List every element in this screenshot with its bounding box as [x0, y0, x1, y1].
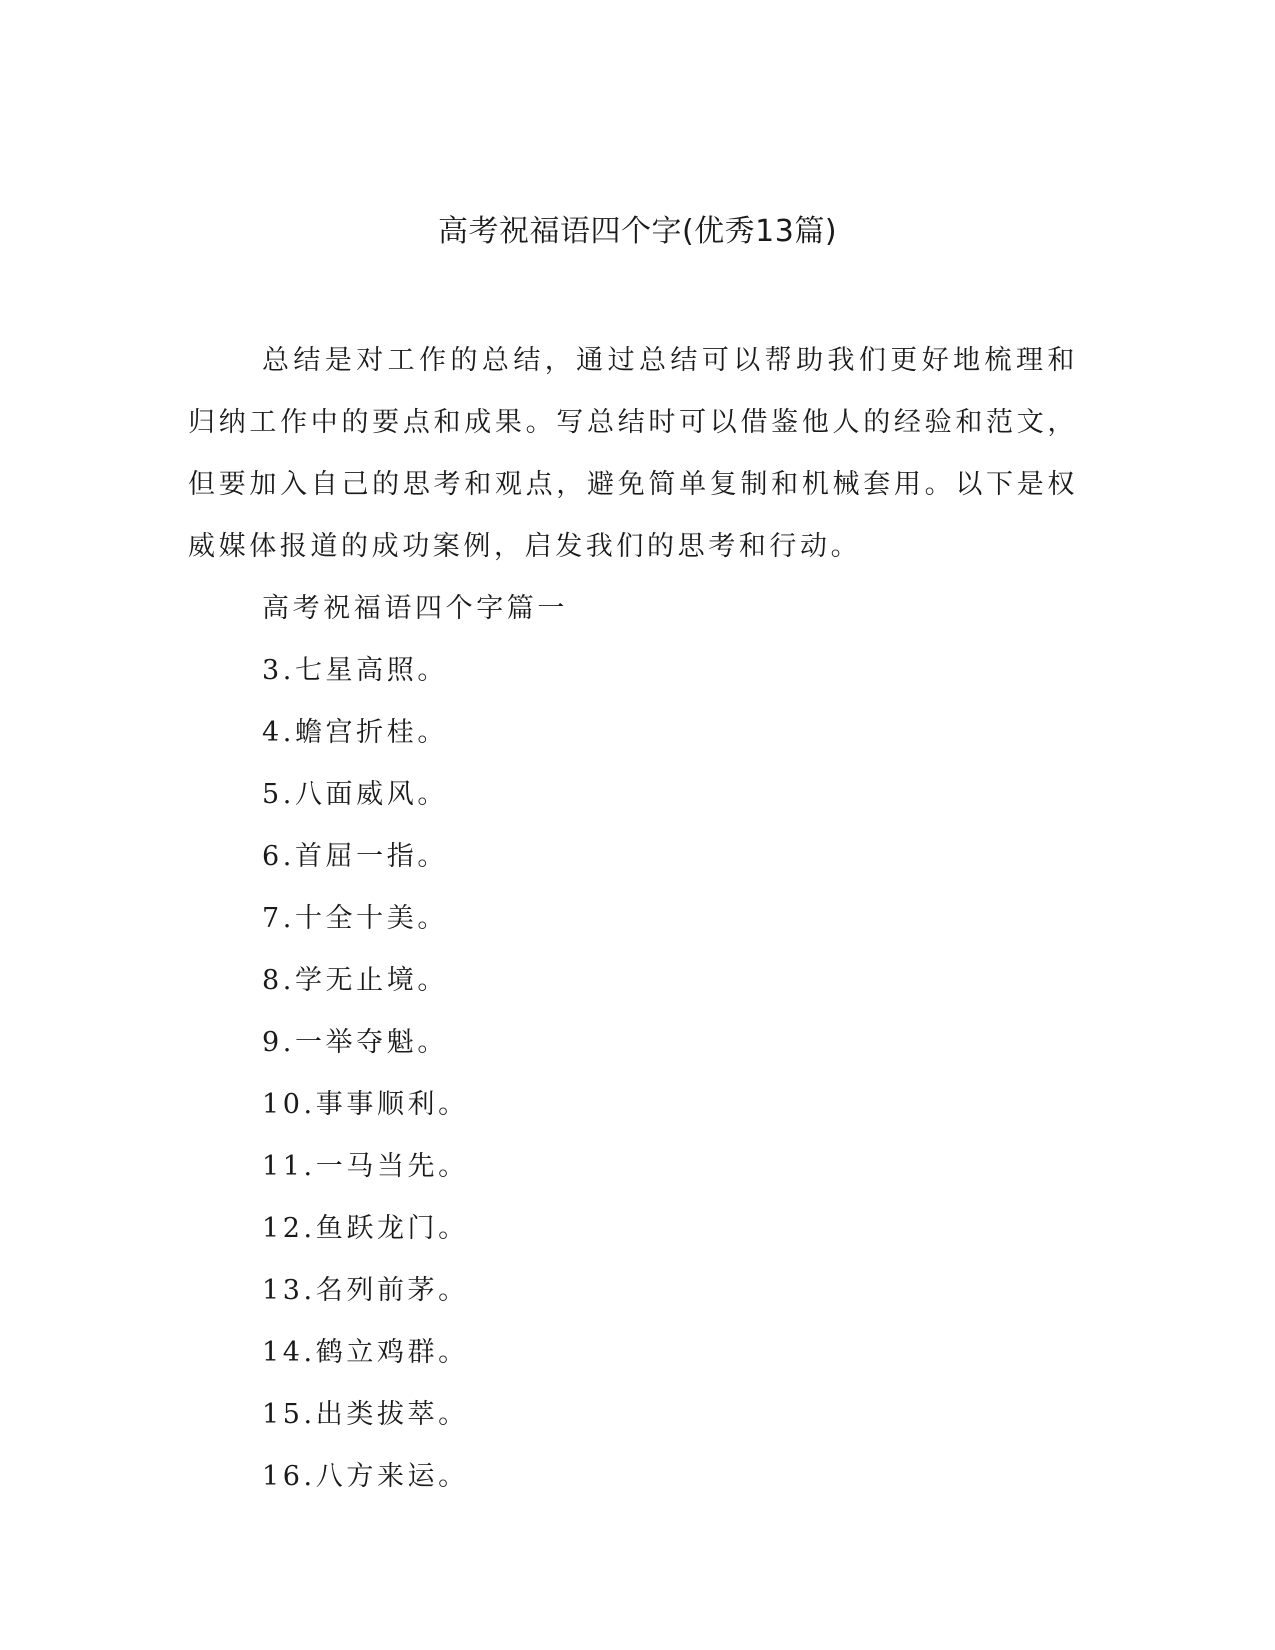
list-item: 11.一马当先。 [262, 1151, 469, 1182]
list-item: 15.出类拔萃。 [262, 1399, 469, 1430]
list-item: 4.蟾宫折桂。 [262, 717, 448, 748]
list-item: 10.事事顺利。 [262, 1089, 469, 1120]
list-item: 3.七星高照。 [262, 655, 448, 686]
list-item: 16.八方来运。 [262, 1461, 469, 1492]
list-item: 8.学无止境。 [262, 965, 448, 996]
page-title: 高考祝福语四个字(优秀13篇) [437, 214, 838, 249]
list-item: 12.鱼跃龙门。 [262, 1213, 469, 1244]
section-heading: 高考祝福语四个字篇一 [262, 593, 568, 624]
blessing-list [188, 640, 1078, 1508]
list-item: 13.名列前茅。 [262, 1275, 469, 1306]
list-item: 14.鹤立鸡群。 [262, 1337, 469, 1368]
list-item: 7.十全十美。 [262, 903, 448, 934]
list-item: 6.首屈一指。 [262, 841, 448, 872]
list-item: 9.一举夺魁。 [262, 1027, 448, 1058]
list-item: 5.八面威风。 [262, 779, 448, 810]
document-body [188, 330, 1078, 1508]
intro-paragraph: 总结是对工作的总结，通过总结可以帮助我们更好地梳理和归纳工作中的要点和成果。写总结时可以借鉴他人的经验和范文，但要加入自己的思考和观点，避免简单复制和机械套用。以下是权威媒体报道的成功案例，启发我们的思考和行动。 [188, 345, 1078, 562]
